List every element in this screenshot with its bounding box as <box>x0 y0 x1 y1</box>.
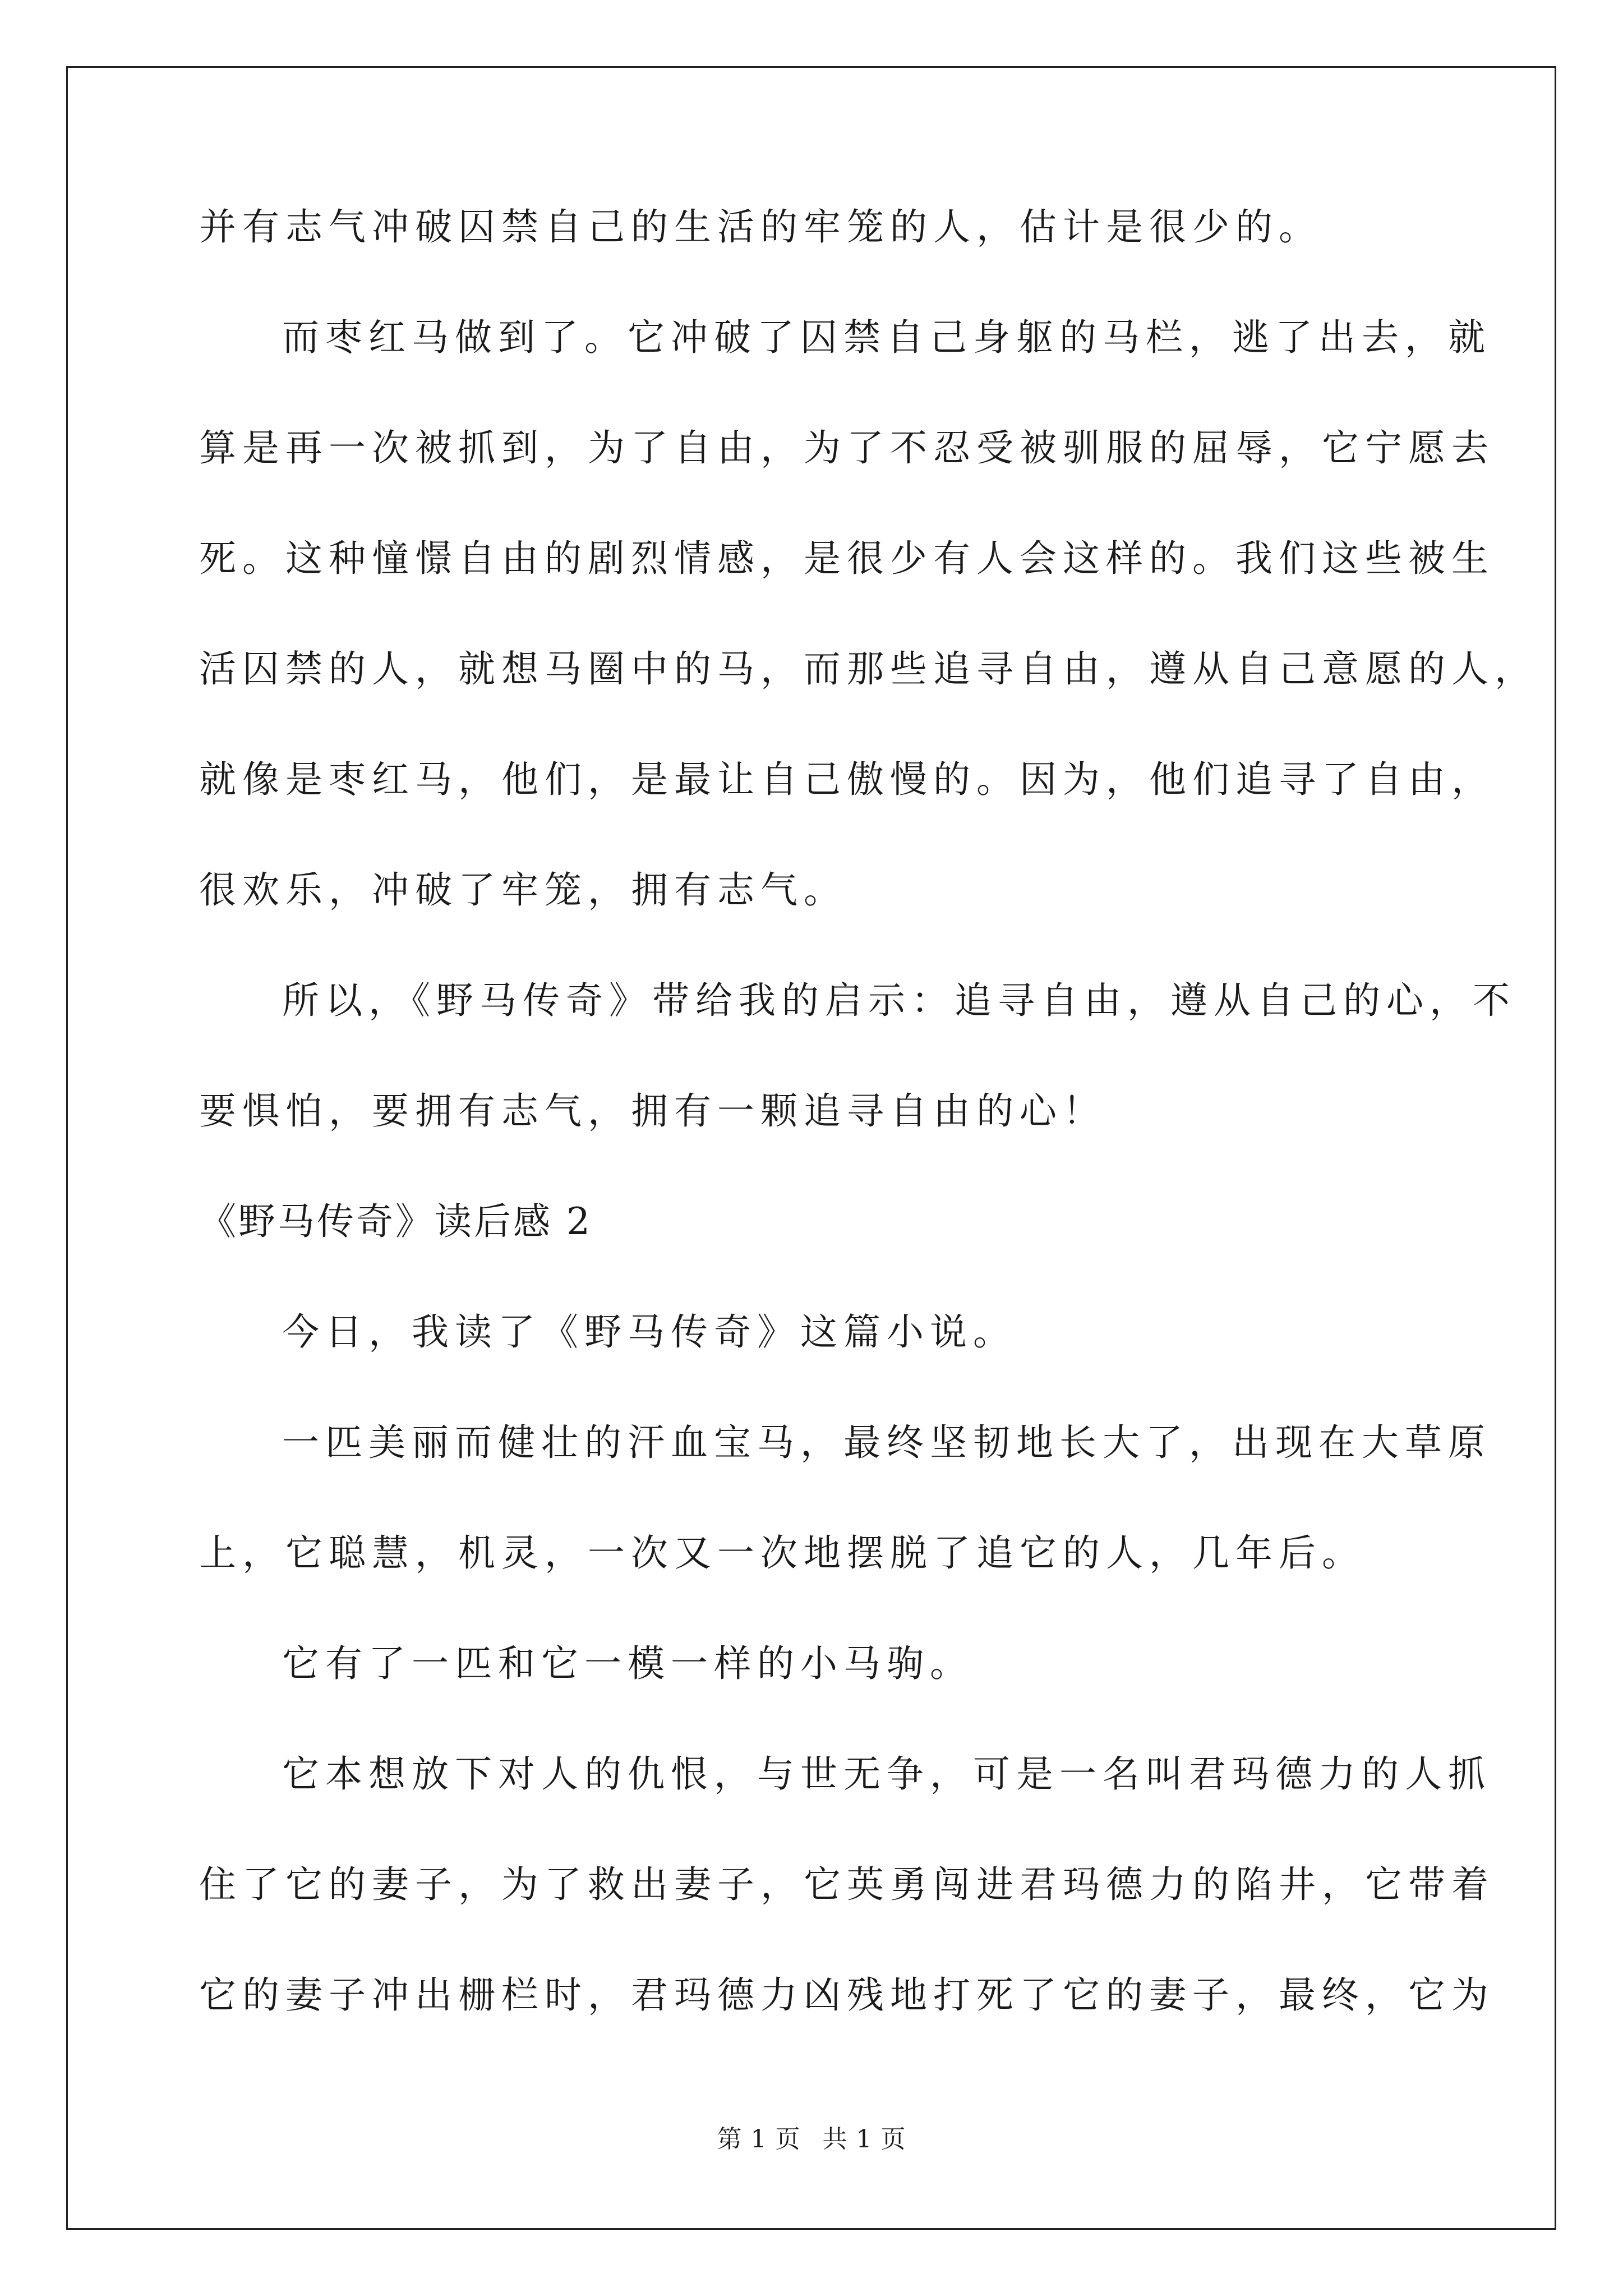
text-line: 并有志气冲破囚禁自己的生活的牢笼的人，估计是很少的。 <box>199 205 1322 249</box>
text-line: 活囚禁的人，就想马圈中的马，而那些追寻自由，遵从自己意愿的人， <box>199 647 1538 691</box>
text-line: 它本想放下对人的仇恨，与世无争，可是一名叫君玛德力的人抓 <box>282 1752 1491 1796</box>
text-line: 要惧怕，要拥有志气，拥有一颗追寻自由的心！ <box>199 1089 1106 1133</box>
text-line: 今日，我读了《野马传奇》这篇小说。 <box>282 1310 1016 1354</box>
text-line: 它的妻子冲出栅栏时，君玛德力凶残地打死了它的妻子，最终，它为 <box>199 1973 1495 2017</box>
text-line: 上，它聪慧，机灵，一次又一次地摆脱了追它的人，几年后。 <box>199 1531 1365 1575</box>
page-number: 第 1 页 <box>717 2125 801 2154</box>
text-line: 算是再一次被抓到，为了自由，为了不忍受被驯服的屈辱，它宁愿去 <box>199 426 1495 470</box>
page-footer <box>0 2124 1623 2155</box>
text-line: 就像是枣红马，他们，是最让自己傲慢的。因为，他们追寻了自由， <box>199 758 1495 801</box>
text-line: 而枣红马做到了。它冲破了囚禁自己身躯的马栏，逃了出去，就 <box>282 316 1491 359</box>
text-line: 住了它的妻子，为了救出妻子，它英勇闯进君玛德力的陷井，它带着 <box>199 1863 1495 1906</box>
text-line: 很欢乐，冲破了牢笼，拥有志气。 <box>199 868 847 912</box>
section-heading: 《野马传奇》读后感 2 <box>199 1200 592 1243</box>
text-line: 所以，《野马传奇》带给我的启示：追寻自由，遵从自己的心，不 <box>282 979 1516 1022</box>
text-line: 一匹美丽而健壮的汗血宝马，最终坚韧地长大了，出现在大草原 <box>282 1421 1491 1464</box>
text-line: 它有了一匹和它一模一样的小马驹。 <box>282 1642 973 1685</box>
text-line: 死。这种憧憬自由的剧烈情感，是很少有人会这样的。我们这些被生 <box>199 537 1495 580</box>
page-total: 共 1 页 <box>822 2125 906 2154</box>
